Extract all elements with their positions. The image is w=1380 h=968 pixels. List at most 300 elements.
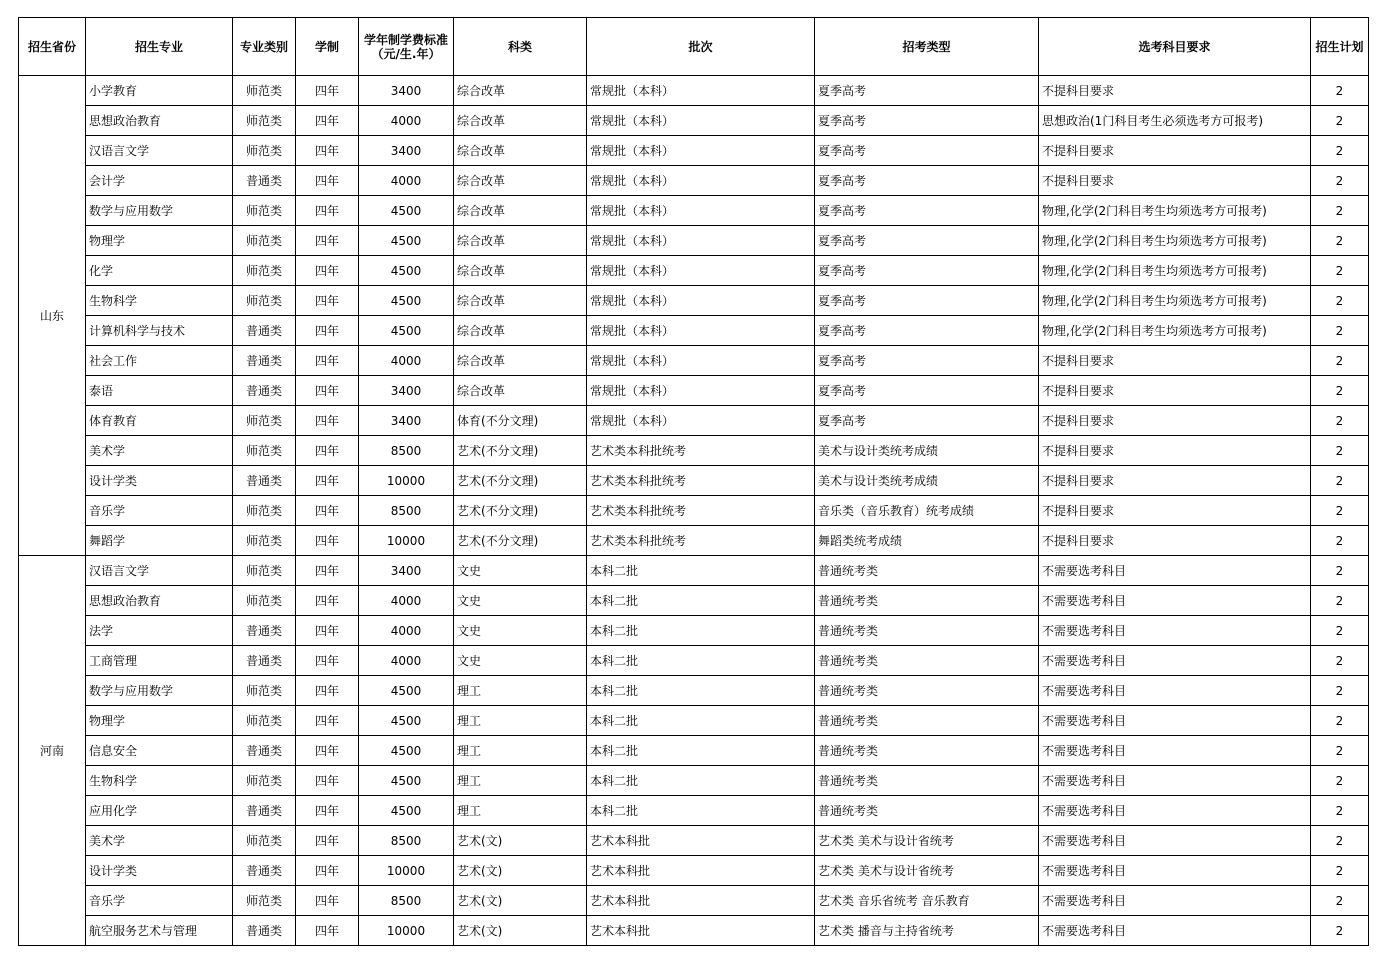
plan-cell: 2 (1311, 436, 1369, 466)
table-row (19, 556, 1369, 586)
exam-type-cell: 普通统考类 (815, 766, 1039, 796)
major-cell: 生物科学 (86, 766, 233, 796)
tuition-cell: 4000 (359, 586, 454, 616)
tuition-cell: 10000 (359, 856, 454, 886)
plan-cell: 2 (1311, 346, 1369, 376)
batch-cell: 常规批（本科） (587, 226, 815, 256)
table-row (19, 916, 1369, 946)
major-category-cell: 普通类 (233, 916, 296, 946)
subject-category-cell: 艺术(文) (454, 916, 587, 946)
subject-requirement-cell: 不需要选考科目 (1039, 886, 1311, 916)
subject-requirement-cell: 不需要选考科目 (1039, 766, 1311, 796)
subject-requirement-cell: 物理,化学(2门科目考生均须选考方可报考) (1039, 226, 1311, 256)
duration-cell: 四年 (296, 136, 359, 166)
subject-requirement-cell: 不需要选考科目 (1039, 616, 1311, 646)
major-cell: 美术学 (86, 436, 233, 466)
subject-requirement-cell: 不提科目要求 (1039, 346, 1311, 376)
subject-category-cell: 综合改革 (454, 376, 587, 406)
exam-type-cell: 夏季高考 (815, 76, 1039, 106)
duration-cell: 四年 (296, 496, 359, 526)
major-category-cell: 师范类 (233, 766, 296, 796)
major-category-cell: 师范类 (233, 706, 296, 736)
major-category-cell: 普通类 (233, 616, 296, 646)
plan-cell: 2 (1311, 226, 1369, 256)
batch-cell: 常规批（本科） (587, 196, 815, 226)
major-category-cell: 师范类 (233, 526, 296, 556)
header-tuition: 学年制学费标准（元/生.年） (359, 18, 454, 76)
major-cell: 会计学 (86, 166, 233, 196)
tuition-cell: 4500 (359, 226, 454, 256)
tuition-cell: 3400 (359, 136, 454, 166)
exam-type-cell: 普通统考类 (815, 586, 1039, 616)
admissions-table (18, 17, 1369, 946)
exam-type-cell: 普通统考类 (815, 796, 1039, 826)
major-cell: 汉语言文学 (86, 556, 233, 586)
subject-requirement-cell: 不需要选考科目 (1039, 706, 1311, 736)
major-category-cell: 师范类 (233, 226, 296, 256)
major-category-cell: 师范类 (233, 496, 296, 526)
batch-cell: 常规批（本科） (587, 76, 815, 106)
major-category-cell: 师范类 (233, 886, 296, 916)
subject-category-cell: 艺术(文) (454, 826, 587, 856)
plan-cell: 2 (1311, 766, 1369, 796)
table-row (19, 466, 1369, 496)
tuition-cell: 10000 (359, 466, 454, 496)
major-category-cell: 普通类 (233, 316, 296, 346)
subject-category-cell: 综合改革 (454, 166, 587, 196)
subject-requirement-cell: 不提科目要求 (1039, 376, 1311, 406)
table-row (19, 106, 1369, 136)
duration-cell: 四年 (296, 676, 359, 706)
exam-type-cell: 音乐类（音乐教育）统考成绩 (815, 496, 1039, 526)
table-row (19, 286, 1369, 316)
subject-category-cell: 艺术(不分文理) (454, 526, 587, 556)
duration-cell: 四年 (296, 466, 359, 496)
plan-cell: 2 (1311, 736, 1369, 766)
major-category-cell: 师范类 (233, 556, 296, 586)
subject-category-cell: 艺术(不分文理) (454, 436, 587, 466)
batch-cell: 常规批（本科） (587, 136, 815, 166)
table-row (19, 646, 1369, 676)
subject-category-cell: 理工 (454, 706, 587, 736)
major-cell: 生物科学 (86, 286, 233, 316)
major-cell: 美术学 (86, 826, 233, 856)
plan-cell: 2 (1311, 706, 1369, 736)
major-cell: 法学 (86, 616, 233, 646)
table-row (19, 166, 1369, 196)
batch-cell: 常规批（本科） (587, 106, 815, 136)
major-cell: 社会工作 (86, 346, 233, 376)
major-category-cell: 师范类 (233, 286, 296, 316)
major-cell: 小学教育 (86, 76, 233, 106)
exam-type-cell: 普通统考类 (815, 676, 1039, 706)
duration-cell: 四年 (296, 526, 359, 556)
exam-type-cell: 夏季高考 (815, 166, 1039, 196)
table-row (19, 826, 1369, 856)
major-cell: 泰语 (86, 376, 233, 406)
major-category-cell: 普通类 (233, 736, 296, 766)
batch-cell: 常规批（本科） (587, 406, 815, 436)
major-cell: 物理学 (86, 226, 233, 256)
subject-category-cell: 综合改革 (454, 136, 587, 166)
subject-category-cell: 艺术(文) (454, 856, 587, 886)
tuition-cell: 4000 (359, 106, 454, 136)
tuition-cell: 3400 (359, 376, 454, 406)
tuition-cell: 3400 (359, 76, 454, 106)
header-major-category: 专业类别 (233, 18, 296, 76)
plan-cell: 2 (1311, 76, 1369, 106)
major-category-cell: 师范类 (233, 136, 296, 166)
table-row (19, 136, 1369, 166)
duration-cell: 四年 (296, 736, 359, 766)
exam-type-cell: 艺术类 音乐省统考 音乐教育 (815, 886, 1039, 916)
subject-category-cell: 综合改革 (454, 316, 587, 346)
subject-category-cell: 文史 (454, 616, 587, 646)
tuition-cell: 8500 (359, 496, 454, 526)
exam-type-cell: 艺术类 播音与主持省统考 (815, 916, 1039, 946)
plan-cell: 2 (1311, 826, 1369, 856)
tuition-cell: 4500 (359, 676, 454, 706)
plan-cell: 2 (1311, 856, 1369, 886)
subject-requirement-cell: 不提科目要求 (1039, 406, 1311, 436)
batch-cell: 本科二批 (587, 586, 815, 616)
table-row (19, 376, 1369, 406)
plan-cell: 2 (1311, 556, 1369, 586)
major-cell: 舞蹈学 (86, 526, 233, 556)
batch-cell: 本科二批 (587, 736, 815, 766)
exam-type-cell: 夏季高考 (815, 286, 1039, 316)
exam-type-cell: 夏季高考 (815, 196, 1039, 226)
subject-category-cell: 理工 (454, 796, 587, 826)
subject-category-cell: 综合改革 (454, 226, 587, 256)
duration-cell: 四年 (296, 616, 359, 646)
table-row (19, 586, 1369, 616)
subject-category-cell: 综合改革 (454, 286, 587, 316)
duration-cell: 四年 (296, 406, 359, 436)
tuition-cell: 8500 (359, 826, 454, 856)
tuition-cell: 4000 (359, 166, 454, 196)
subject-requirement-cell: 不提科目要求 (1039, 436, 1311, 466)
header-exam-type: 招考类型 (815, 18, 1039, 76)
subject-category-cell: 综合改革 (454, 346, 587, 376)
exam-type-cell: 夏季高考 (815, 346, 1039, 376)
subject-requirement-cell: 不需要选考科目 (1039, 646, 1311, 676)
plan-cell: 2 (1311, 136, 1369, 166)
major-category-cell: 普通类 (233, 856, 296, 886)
major-category-cell: 师范类 (233, 436, 296, 466)
table-row (19, 616, 1369, 646)
plan-cell: 2 (1311, 316, 1369, 346)
duration-cell: 四年 (296, 316, 359, 346)
batch-cell: 本科二批 (587, 676, 815, 706)
exam-type-cell: 普通统考类 (815, 736, 1039, 766)
table-row (19, 436, 1369, 466)
duration-cell: 四年 (296, 586, 359, 616)
exam-type-cell: 艺术类 美术与设计省统考 (815, 826, 1039, 856)
batch-cell: 本科二批 (587, 556, 815, 586)
duration-cell: 四年 (296, 916, 359, 946)
major-category-cell: 普通类 (233, 376, 296, 406)
plan-cell: 2 (1311, 196, 1369, 226)
major-category-cell: 师范类 (233, 826, 296, 856)
duration-cell: 四年 (296, 556, 359, 586)
plan-cell: 2 (1311, 916, 1369, 946)
major-cell: 信息安全 (86, 736, 233, 766)
exam-type-cell: 夏季高考 (815, 316, 1039, 346)
table-row (19, 226, 1369, 256)
tuition-cell: 3400 (359, 406, 454, 436)
batch-cell: 艺术本科批 (587, 856, 815, 886)
batch-cell: 艺术类本科批统考 (587, 496, 815, 526)
subject-category-cell: 文史 (454, 556, 587, 586)
header-subject-category: 科类 (454, 18, 587, 76)
province-cell: 山东 (19, 76, 86, 556)
major-cell: 思想政治教育 (86, 106, 233, 136)
duration-cell: 四年 (296, 886, 359, 916)
subject-category-cell: 综合改革 (454, 256, 587, 286)
subject-category-cell: 文史 (454, 586, 587, 616)
subject-category-cell: 文史 (454, 646, 587, 676)
major-category-cell: 师范类 (233, 106, 296, 136)
batch-cell: 艺术类本科批统考 (587, 466, 815, 496)
tuition-cell: 4500 (359, 286, 454, 316)
batch-cell: 艺术类本科批统考 (587, 526, 815, 556)
duration-cell: 四年 (296, 436, 359, 466)
batch-cell: 常规批（本科） (587, 256, 815, 286)
subject-requirement-cell: 不需要选考科目 (1039, 676, 1311, 706)
exam-type-cell: 普通统考类 (815, 646, 1039, 676)
tuition-cell: 4500 (359, 766, 454, 796)
major-cell: 航空服务艺术与管理 (86, 916, 233, 946)
table-row (19, 316, 1369, 346)
subject-requirement-cell: 物理,化学(2门科目考生均须选考方可报考) (1039, 286, 1311, 316)
exam-type-cell: 普通统考类 (815, 706, 1039, 736)
province-cell: 河南 (19, 556, 86, 946)
duration-cell: 四年 (296, 826, 359, 856)
header-major: 招生专业 (86, 18, 233, 76)
duration-cell: 四年 (296, 706, 359, 736)
subject-requirement-cell: 不需要选考科目 (1039, 556, 1311, 586)
plan-cell: 2 (1311, 106, 1369, 136)
exam-type-cell: 夏季高考 (815, 106, 1039, 136)
duration-cell: 四年 (296, 646, 359, 676)
duration-cell: 四年 (296, 796, 359, 826)
subject-requirement-cell: 不提科目要求 (1039, 136, 1311, 166)
subject-category-cell: 综合改革 (454, 76, 587, 106)
batch-cell: 本科二批 (587, 796, 815, 826)
header-row (19, 18, 1369, 76)
table-row (19, 856, 1369, 886)
subject-requirement-cell: 物理,化学(2门科目考生均须选考方可报考) (1039, 256, 1311, 286)
header-subject-requirement: 选考科目要求 (1039, 18, 1311, 76)
batch-cell: 本科二批 (587, 646, 815, 676)
plan-cell: 2 (1311, 616, 1369, 646)
duration-cell: 四年 (296, 856, 359, 886)
tuition-cell: 4500 (359, 736, 454, 766)
header-province: 招生省份 (19, 18, 86, 76)
subject-category-cell: 艺术(不分文理) (454, 466, 587, 496)
batch-cell: 常规批（本科） (587, 346, 815, 376)
subject-requirement-cell: 不提科目要求 (1039, 526, 1311, 556)
plan-cell: 2 (1311, 526, 1369, 556)
duration-cell: 四年 (296, 766, 359, 796)
major-cell: 工商管理 (86, 646, 233, 676)
subject-requirement-cell: 思想政治(1门科目考生必须选考方可报考) (1039, 106, 1311, 136)
plan-cell: 2 (1311, 406, 1369, 436)
plan-cell: 2 (1311, 676, 1369, 706)
subject-category-cell: 艺术(文) (454, 886, 587, 916)
tuition-cell: 10000 (359, 526, 454, 556)
exam-type-cell: 舞蹈类统考成绩 (815, 526, 1039, 556)
tuition-cell: 8500 (359, 436, 454, 466)
plan-cell: 2 (1311, 256, 1369, 286)
tuition-cell: 4500 (359, 196, 454, 226)
table-row (19, 736, 1369, 766)
plan-cell: 2 (1311, 466, 1369, 496)
tuition-cell: 4000 (359, 646, 454, 676)
plan-cell: 2 (1311, 886, 1369, 916)
exam-type-cell: 普通统考类 (815, 616, 1039, 646)
tuition-cell: 4000 (359, 346, 454, 376)
plan-cell: 2 (1311, 166, 1369, 196)
major-cell: 数学与应用数学 (86, 676, 233, 706)
table-row (19, 406, 1369, 436)
exam-type-cell: 夏季高考 (815, 226, 1039, 256)
duration-cell: 四年 (296, 256, 359, 286)
major-cell: 体育教育 (86, 406, 233, 436)
major-category-cell: 师范类 (233, 406, 296, 436)
duration-cell: 四年 (296, 76, 359, 106)
duration-cell: 四年 (296, 346, 359, 376)
batch-cell: 艺术本科批 (587, 916, 815, 946)
major-category-cell: 师范类 (233, 586, 296, 616)
header-plan: 招生计划 (1311, 18, 1369, 76)
batch-cell: 艺术本科批 (587, 886, 815, 916)
duration-cell: 四年 (296, 286, 359, 316)
plan-cell: 2 (1311, 796, 1369, 826)
major-cell: 化学 (86, 256, 233, 286)
tuition-cell: 4500 (359, 706, 454, 736)
major-category-cell: 普通类 (233, 346, 296, 376)
major-cell: 物理学 (86, 706, 233, 736)
duration-cell: 四年 (296, 376, 359, 406)
exam-type-cell: 美术与设计类统考成绩 (815, 436, 1039, 466)
duration-cell: 四年 (296, 226, 359, 256)
subject-category-cell: 综合改革 (454, 106, 587, 136)
subject-requirement-cell: 不需要选考科目 (1039, 826, 1311, 856)
table-row (19, 496, 1369, 526)
major-cell: 设计学类 (86, 466, 233, 496)
subject-requirement-cell: 不提科目要求 (1039, 76, 1311, 106)
table-body (19, 76, 1369, 946)
major-category-cell: 师范类 (233, 76, 296, 106)
batch-cell: 本科二批 (587, 766, 815, 796)
table-row (19, 766, 1369, 796)
major-cell: 音乐学 (86, 496, 233, 526)
table-row (19, 676, 1369, 706)
header-batch: 批次 (587, 18, 815, 76)
major-category-cell: 普通类 (233, 796, 296, 826)
major-cell: 应用化学 (86, 796, 233, 826)
exam-type-cell: 艺术类 美术与设计省统考 (815, 856, 1039, 886)
subject-category-cell: 艺术(不分文理) (454, 496, 587, 526)
table-row (19, 346, 1369, 376)
major-cell: 思想政治教育 (86, 586, 233, 616)
exam-type-cell: 普通统考类 (815, 556, 1039, 586)
plan-cell: 2 (1311, 286, 1369, 316)
major-cell: 音乐学 (86, 886, 233, 916)
batch-cell: 本科二批 (587, 616, 815, 646)
subject-requirement-cell: 不提科目要求 (1039, 466, 1311, 496)
tuition-cell: 4000 (359, 616, 454, 646)
table-row (19, 526, 1369, 556)
table-row (19, 796, 1369, 826)
batch-cell: 常规批（本科） (587, 166, 815, 196)
table-row (19, 706, 1369, 736)
batch-cell: 艺术类本科批统考 (587, 436, 815, 466)
subject-category-cell: 理工 (454, 736, 587, 766)
batch-cell: 常规批（本科） (587, 376, 815, 406)
major-category-cell: 普通类 (233, 646, 296, 676)
major-cell: 设计学类 (86, 856, 233, 886)
batch-cell: 艺术本科批 (587, 826, 815, 856)
duration-cell: 四年 (296, 166, 359, 196)
tuition-cell: 4500 (359, 256, 454, 286)
table-row (19, 886, 1369, 916)
table-row (19, 76, 1369, 106)
tuition-cell: 8500 (359, 886, 454, 916)
header-duration: 学制 (296, 18, 359, 76)
batch-cell: 本科二批 (587, 706, 815, 736)
subject-requirement-cell: 不需要选考科目 (1039, 856, 1311, 886)
tuition-cell: 4500 (359, 796, 454, 826)
exam-type-cell: 夏季高考 (815, 406, 1039, 436)
plan-cell: 2 (1311, 496, 1369, 526)
tuition-cell: 4500 (359, 316, 454, 346)
major-cell: 计算机科学与技术 (86, 316, 233, 346)
tuition-cell: 3400 (359, 556, 454, 586)
subject-requirement-cell: 不提科目要求 (1039, 166, 1311, 196)
subject-requirement-cell: 不需要选考科目 (1039, 796, 1311, 826)
subject-requirement-cell: 不需要选考科目 (1039, 586, 1311, 616)
subject-requirement-cell: 不提科目要求 (1039, 496, 1311, 526)
subject-category-cell: 理工 (454, 766, 587, 796)
subject-requirement-cell: 不需要选考科目 (1039, 736, 1311, 766)
major-category-cell: 师范类 (233, 256, 296, 286)
exam-type-cell: 夏季高考 (815, 256, 1039, 286)
subject-requirement-cell: 不需要选考科目 (1039, 916, 1311, 946)
exam-type-cell: 夏季高考 (815, 376, 1039, 406)
major-category-cell: 普通类 (233, 166, 296, 196)
major-category-cell: 师范类 (233, 196, 296, 226)
tuition-cell: 10000 (359, 916, 454, 946)
table-row (19, 256, 1369, 286)
exam-type-cell: 美术与设计类统考成绩 (815, 466, 1039, 496)
subject-requirement-cell: 物理,化学(2门科目考生均须选考方可报考) (1039, 316, 1311, 346)
duration-cell: 四年 (296, 106, 359, 136)
major-cell: 数学与应用数学 (86, 196, 233, 226)
plan-cell: 2 (1311, 646, 1369, 676)
subject-category-cell: 理工 (454, 676, 587, 706)
batch-cell: 常规批（本科） (587, 286, 815, 316)
major-cell: 汉语言文学 (86, 136, 233, 166)
exam-type-cell: 夏季高考 (815, 136, 1039, 166)
table-row (19, 196, 1369, 226)
subject-category-cell: 综合改革 (454, 196, 587, 226)
major-category-cell: 师范类 (233, 676, 296, 706)
plan-cell: 2 (1311, 376, 1369, 406)
subject-requirement-cell: 物理,化学(2门科目考生均须选考方可报考) (1039, 196, 1311, 226)
